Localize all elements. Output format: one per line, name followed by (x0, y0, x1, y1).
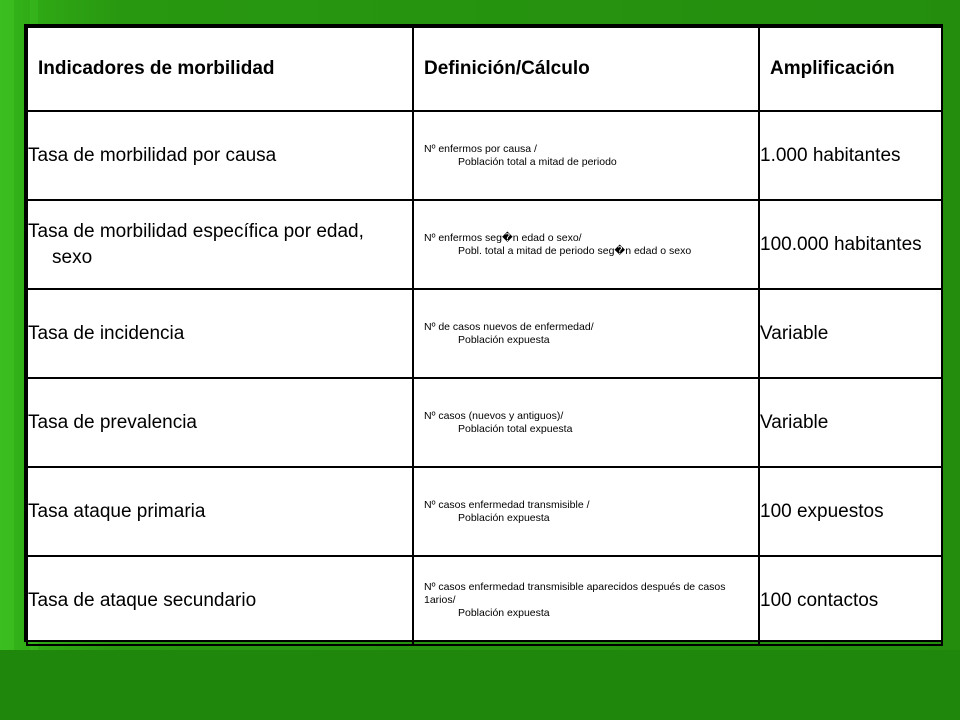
background-stripe (0, 0, 14, 720)
amplification-cell: 100 expuestos (759, 467, 942, 556)
definition-denominator: Población expuesta (458, 511, 550, 524)
definition-numerator: Nº casos enfermedad transmisible aparecidos después de casos 1arios/ (424, 581, 726, 606)
table-row (27, 556, 942, 645)
definition-cell (413, 378, 759, 467)
definition-denominator: Pobl. total a mitad de periodo seg�n edad o sexo (458, 244, 692, 257)
indicator-cell: Tasa de prevalencia (27, 378, 413, 467)
definition-numerator: Nº casos (nuevos y antiguos)/ (424, 409, 564, 422)
definition-cell (413, 556, 759, 645)
indicator-cell: Tasa de morbilidad específica por edad, sexo (27, 200, 413, 289)
background-band (0, 650, 960, 720)
table-row (27, 289, 942, 378)
header-definition: Definición/Cálculo (413, 27, 759, 111)
definition-denominator: Población expuesta (458, 333, 550, 346)
amplification-cell: Variable (759, 289, 942, 378)
indicator-cell: Tasa de ataque secundario (27, 556, 413, 645)
indicators-table (26, 26, 943, 646)
table-row (27, 111, 942, 200)
morbidity-indicators-table (24, 24, 943, 642)
definition-cell (413, 200, 759, 289)
header-amplification: Amplificación (759, 27, 942, 111)
amplification-cell: 100 contactos (759, 556, 942, 645)
table-row (27, 467, 942, 556)
indicator-cell: Tasa de morbilidad por causa (27, 111, 413, 200)
definition-cell (413, 289, 759, 378)
definition-denominator: Población total expuesta (458, 422, 573, 435)
definition-denominator: Población total a mitad de periodo (458, 155, 617, 168)
indicator-cell: Tasa ataque primaria (27, 467, 413, 556)
indicator-cell: Tasa de incidencia (27, 289, 413, 378)
definition-numerator: Nº enfermos seg�n edad o sexo/ (424, 231, 582, 244)
table-row (27, 200, 942, 289)
amplification-cell: 1.000 habitantes (759, 111, 942, 200)
definition-numerator: Nº enfermos por causa / (424, 142, 537, 155)
header-indicators: Indicadores de morbilidad (27, 27, 413, 111)
definition-cell (413, 467, 759, 556)
amplification-cell: 100.000 habitantes (759, 200, 942, 289)
definition-numerator: Nº de casos nuevos de enfermedad/ (424, 320, 594, 333)
definition-denominator: Población expuesta (458, 607, 550, 619)
definition-cell (413, 111, 759, 200)
table-header-row (27, 27, 942, 111)
definition-numerator: Nº casos enfermedad transmisible / (424, 498, 590, 511)
table-row (27, 378, 942, 467)
amplification-cell: Variable (759, 378, 942, 467)
